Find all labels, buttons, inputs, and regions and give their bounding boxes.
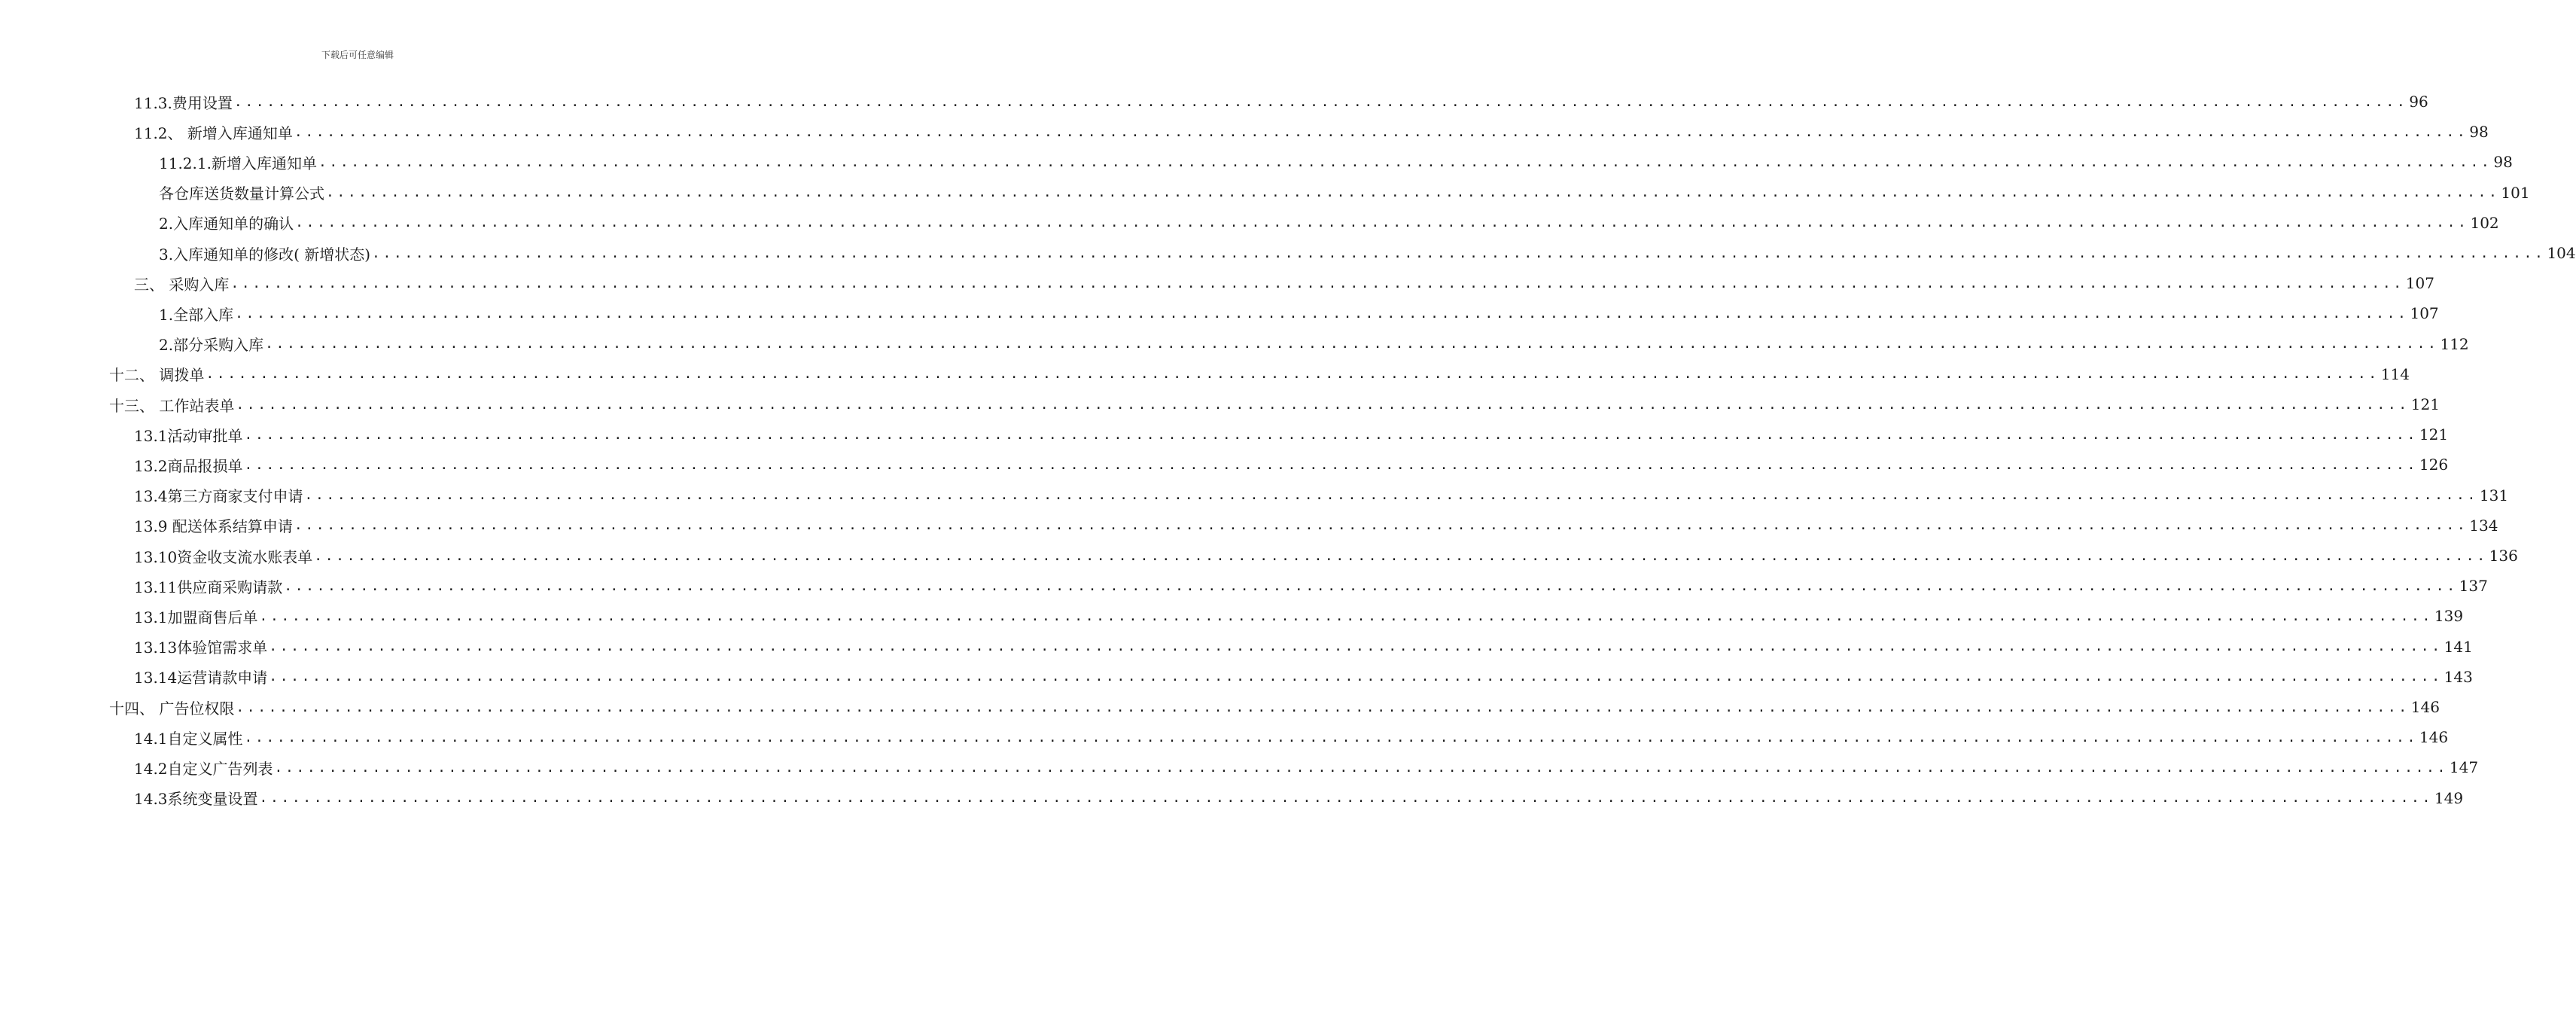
toc-dot-leader: ........................................................................................................................................................................................................ bbox=[294, 123, 2468, 140]
toc-entry-page-number: 134 bbox=[2469, 516, 2498, 535]
toc-entry[interactable] bbox=[134, 571, 2488, 601]
toc-dot-leader: ........................................................................................................................................................................................................ bbox=[294, 517, 2468, 534]
page-header: 下载后可任意编辑 bbox=[321, 50, 394, 60]
toc-entry[interactable] bbox=[159, 298, 2439, 328]
toc-dot-leader: ........................................................................................................................................................................................................ bbox=[314, 547, 2488, 564]
toc-entry-page-number: 104 bbox=[2547, 244, 2576, 262]
toc-entry[interactable] bbox=[109, 359, 2410, 389]
toc-entry[interactable] bbox=[109, 389, 2440, 419]
toc-entry[interactable] bbox=[159, 178, 2530, 208]
toc-dot-leader: ........................................................................................................................................................................................................ bbox=[304, 487, 2478, 504]
toc-entry[interactable] bbox=[134, 480, 2509, 511]
toc-entry-title: 13.1加盟商售后单 bbox=[134, 608, 258, 626]
toc-dot-leader: ........................................................................................................................................................................................................ bbox=[295, 215, 2469, 231]
toc-entry[interactable] bbox=[134, 419, 2449, 450]
toc-entry-title: 11.3.费用设置 bbox=[134, 93, 233, 112]
toc-entry-title: 各仓库送货数量计算公式 bbox=[159, 184, 324, 203]
toc-entry-page-number: 121 bbox=[2410, 395, 2440, 413]
toc-entry[interactable] bbox=[134, 752, 2479, 782]
toc-entry[interactable] bbox=[159, 208, 2499, 238]
toc-entry-title: 3.入库通知单的修改( 新增状态) bbox=[159, 245, 371, 264]
toc-dot-leader: ........................................................................................................................................................................................................ bbox=[236, 699, 2410, 715]
toc-entry-title: 十二、 调拨单 bbox=[109, 366, 205, 385]
toc-dot-leader: ........................................................................................................................................................................................................ bbox=[274, 759, 2448, 776]
toc-entry[interactable] bbox=[109, 692, 2440, 722]
toc-entry-page-number: 114 bbox=[2380, 364, 2410, 383]
toc-dot-leader: ........................................................................................................................................................................................................ bbox=[284, 578, 2458, 594]
toc-entry-title: 13.4第三方商家支付申请 bbox=[134, 487, 303, 506]
toc-entry[interactable] bbox=[134, 450, 2449, 480]
toc-entry[interactable] bbox=[134, 783, 2464, 813]
toc-entry-page-number: 146 bbox=[2419, 728, 2449, 747]
toc-entry-title: 14.3系统变量设置 bbox=[134, 790, 258, 809]
toc-entry-title: 2.部分采购入库 bbox=[159, 336, 264, 355]
toc-entry-page-number: 147 bbox=[2449, 758, 2479, 777]
toc-entry-page-number: 139 bbox=[2434, 607, 2464, 626]
toc-dot-leader: ........................................................................................................................................................................................................ bbox=[244, 456, 2418, 473]
toc-dot-leader: ........................................................................................................................................................................................................ bbox=[318, 154, 2492, 170]
toc-entry-page-number: 126 bbox=[2419, 456, 2449, 474]
toc-dot-leader: ........................................................................................................................................................................................................ bbox=[244, 426, 2418, 443]
toc-entry-page-number: 107 bbox=[2410, 304, 2439, 323]
toc-dot-leader: ........................................................................................................................................................................................................ bbox=[265, 336, 2439, 352]
toc-entry[interactable] bbox=[134, 662, 2473, 692]
toc-entry-page-number: 102 bbox=[2470, 213, 2499, 232]
toc-entry-page-number: 136 bbox=[2489, 547, 2518, 565]
toc-entry-title: 11.2、 新增入库通知单 bbox=[134, 123, 293, 142]
toc-entry-title: 13.1活动审批单 bbox=[134, 426, 243, 445]
toc-dot-leader: ........................................................................................................................................................................................................ bbox=[372, 245, 2546, 261]
toc-entry-title: 13.10资金收支流水账表单 bbox=[134, 547, 313, 566]
toc-entry[interactable] bbox=[134, 511, 2498, 541]
toc-entry-page-number: 112 bbox=[2440, 334, 2469, 353]
toc-entry-title: 13.14运营请款申请 bbox=[134, 669, 268, 687]
toc-entry-page-number: 98 bbox=[2469, 123, 2489, 142]
toc-entry-page-number: 101 bbox=[2501, 183, 2530, 202]
toc-dot-leader: ........................................................................................................................................................................................................ bbox=[235, 305, 2409, 322]
toc-entry[interactable] bbox=[134, 268, 2434, 298]
toc-entry-title: 14.2自定义广告列表 bbox=[134, 759, 273, 778]
toc-dot-leader: ........................................................................................................................................................................................................ bbox=[326, 184, 2500, 201]
toc-dot-leader: ........................................................................................................................................................................................................ bbox=[259, 608, 2433, 624]
toc-entry-page-number: 146 bbox=[2410, 698, 2440, 716]
toc-dot-leader: ........................................................................................................................................................................................................ bbox=[259, 790, 2433, 806]
toc-entry-page-number: 121 bbox=[2419, 425, 2449, 444]
toc-dot-leader: ........................................................................................................................................................................................................ bbox=[244, 729, 2418, 745]
toc-entry[interactable] bbox=[134, 541, 2518, 571]
toc-entry-page-number: 107 bbox=[2405, 274, 2434, 293]
toc-entry[interactable] bbox=[134, 632, 2473, 662]
toc-dot-leader: ........................................................................................................................................................................................................ bbox=[269, 639, 2443, 655]
toc-dot-leader: ........................................................................................................................................................................................................ bbox=[233, 93, 2408, 110]
toc-entry-title: 三、 采购入库 bbox=[134, 275, 230, 294]
toc-entry-page-number: 137 bbox=[2459, 577, 2488, 596]
toc-entry[interactable] bbox=[134, 117, 2489, 147]
toc-entry-title: 十三、 工作站表单 bbox=[109, 396, 235, 415]
toc-entry-title: 2.入库通知单的确认 bbox=[159, 215, 294, 233]
toc-entry-page-number: 143 bbox=[2444, 667, 2473, 686]
toc-entry-page-number: 141 bbox=[2444, 637, 2473, 656]
toc-entry[interactable] bbox=[159, 329, 2469, 359]
toc-entry-title: 14.1自定义属性 bbox=[134, 729, 243, 748]
toc-entry-title: 十四、 广告位权限 bbox=[109, 699, 235, 718]
toc-entry[interactable] bbox=[159, 147, 2513, 177]
toc-entry-title: 13.9 配送体系结算申请 bbox=[134, 517, 293, 536]
toc-entry-page-number: 131 bbox=[2479, 486, 2509, 504]
toc-dot-leader: ........................................................................................................................................................................................................ bbox=[230, 275, 2404, 291]
toc-entry[interactable] bbox=[134, 722, 2449, 752]
toc-entry[interactable] bbox=[134, 87, 2428, 117]
toc-entry-page-number: 96 bbox=[2409, 93, 2428, 111]
toc-entry-title: 13.2商品报损单 bbox=[134, 456, 243, 475]
toc-dot-leader: ........................................................................................................................................................................................................ bbox=[236, 396, 2410, 413]
toc-entry-title: 1.全部入库 bbox=[159, 305, 234, 324]
toc-dot-leader: ........................................................................................................................................................................................................ bbox=[269, 669, 2443, 685]
toc-dot-leader: ........................................................................................................................................................................................................ bbox=[206, 366, 2380, 383]
toc-entry[interactable] bbox=[134, 601, 2464, 631]
toc-entry-title: 13.13体验馆需求单 bbox=[134, 639, 268, 657]
toc-entry-title: 11.2.1.新增入库通知单 bbox=[159, 154, 317, 172]
toc-entry-page-number: 149 bbox=[2434, 788, 2464, 807]
toc-entry-page-number: 98 bbox=[2493, 153, 2513, 172]
toc-entry-title: 13.11供应商采购请款 bbox=[134, 578, 283, 596]
toc-entry[interactable] bbox=[159, 238, 2576, 268]
